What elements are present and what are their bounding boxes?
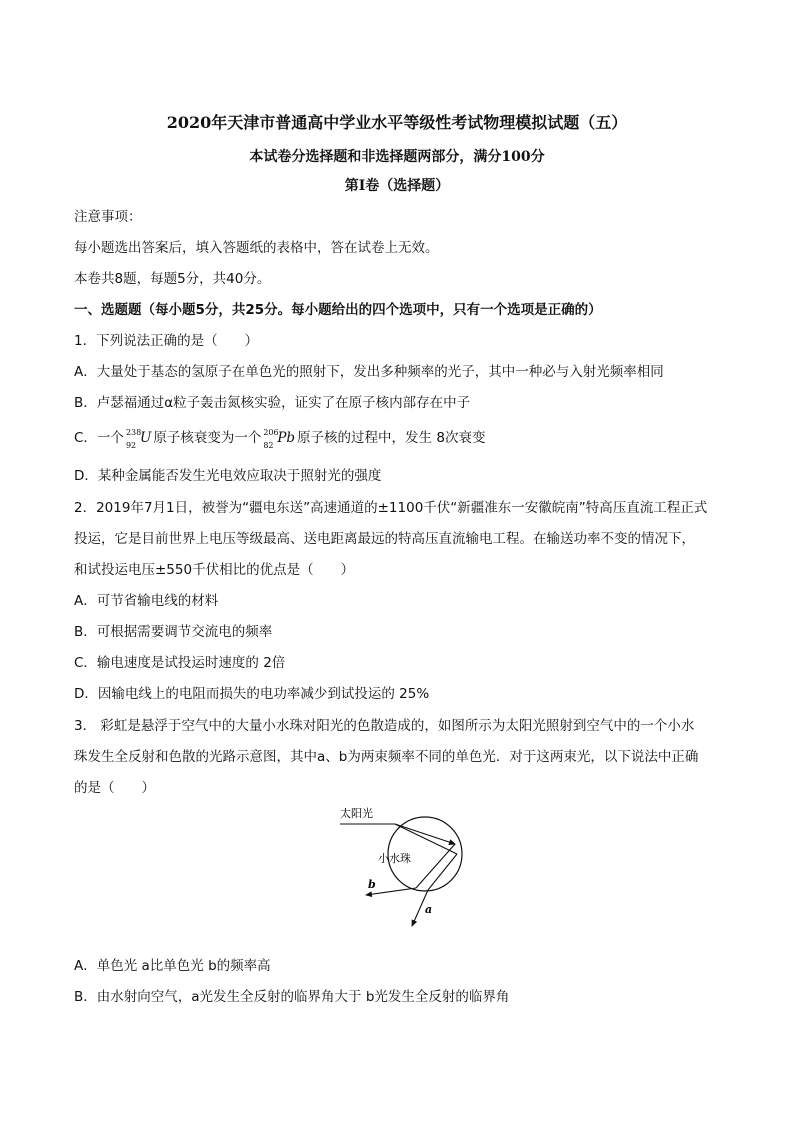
notes-line-2: 本卷共8题，每题5分，共40分。 [74,271,271,287]
q3-stem-line-2: 珠发生全反射和色散的光路示意图，其中a、b为两束频率不同的单色光．对于这两束光，以下说法中正确 [74,749,699,765]
notes-label: 注意事项： [74,209,142,225]
lead-atomic-number: 82 [263,441,274,450]
water-droplet-diagram [330,802,480,932]
refracted-ray-upper [395,824,455,844]
q1-option-c-mid: 原子核衰变为一个 [153,430,262,446]
q3-stem-line-3: 的是（ ） [74,780,155,796]
refracted-ray-lower [395,824,457,854]
lead-mass-number: 206 [263,428,279,437]
q2-option-c: C．输电速度是试投运时速度的 2倍 [74,655,286,671]
q3-option-a: A．单色光 a比单色光 b的频率高 [74,958,271,974]
q1-option-c-pre: C．一个 [74,430,124,446]
q3-stem-line-1: 3． 彩虹是悬浮于空气中的大量小水珠对阳光的色散造成的，如图所示为太阳光照射到空气中的一个小水 [74,718,695,734]
notes-line-1: 每小题选出答案后，填入答题纸的表格中，答在试卷上无效。 [74,240,439,256]
q1-option-c [74,428,486,450]
q3-option-b: B．由水射向空气，a光发生全反射的临界角大于 b光发生全反射的临界角 [74,989,510,1005]
q2-option-b: B．可根据需要调节交流电的频率 [74,624,273,640]
ray-b-label: b [368,878,376,891]
exam-subtitle: 本试卷分选择题和非选择题两部分，满分100分 [249,149,545,165]
q2-option-d: D．因输电线上的电阻而损失的电功率减少到试投运的 25% [74,686,430,702]
droplet-label: 小水珠 [378,852,411,865]
q2-stem-line-2: 投运，它是目前世界上电压等级最高、送电距离最远的特高压直流输电工程。在输送功率不变的情况下， [74,531,695,547]
ray-a-label: a [425,903,433,916]
q1-option-d: D．某种金属能否发生光电效应取决于照射光的强度 [74,468,382,484]
uranium-nuclide [125,428,152,450]
uranium-mass-number: 238 [125,428,142,437]
uranium-atomic-number: 92 [125,441,137,450]
q1-stem: 1．下列说法正确的是（ ） [74,333,259,349]
q1-option-c-post: 原子核的过程中，发生 8次衰变 [297,430,486,446]
section-title: 第Ⅰ卷（选择题） [344,178,450,194]
q2-stem-line-1: 2．2019年7月1日，被誉为“疆电东送”高速通道的±1100千伏“新疆准东一安徽皖南”特高压直流工程正式 [74,500,708,516]
lead-nuclide [263,428,296,450]
lead-symbol: Pb [277,430,296,446]
uranium-symbol: U [139,430,152,446]
q2-stem-line-3: 和试投运电压±550千伏相比的优点是（ ） [74,562,355,578]
reflected-ray-a [428,854,457,890]
sunlight-label: 太阳光 [340,807,373,820]
q2-option-a: A．可节省输电线的材料 [74,593,219,609]
q1-option-a: A．大量处于基态的氢原子在单色光的照射下，发出多种频率的光子，其中一种必与入射光频率相同 [74,364,664,380]
q1-option-b: B．卢瑟福通过α粒子轰击氮核实验，证实了在原子核内部存在中子 [74,395,471,411]
exam-title: 2020年天津市普通高中学业水平等级性考试物理模拟试题（五） [166,113,628,132]
part1-heading: 一、选题题（每小题5分，共25分。每小题给出的四个选项中，只有一个选项是正确的） [74,302,602,318]
